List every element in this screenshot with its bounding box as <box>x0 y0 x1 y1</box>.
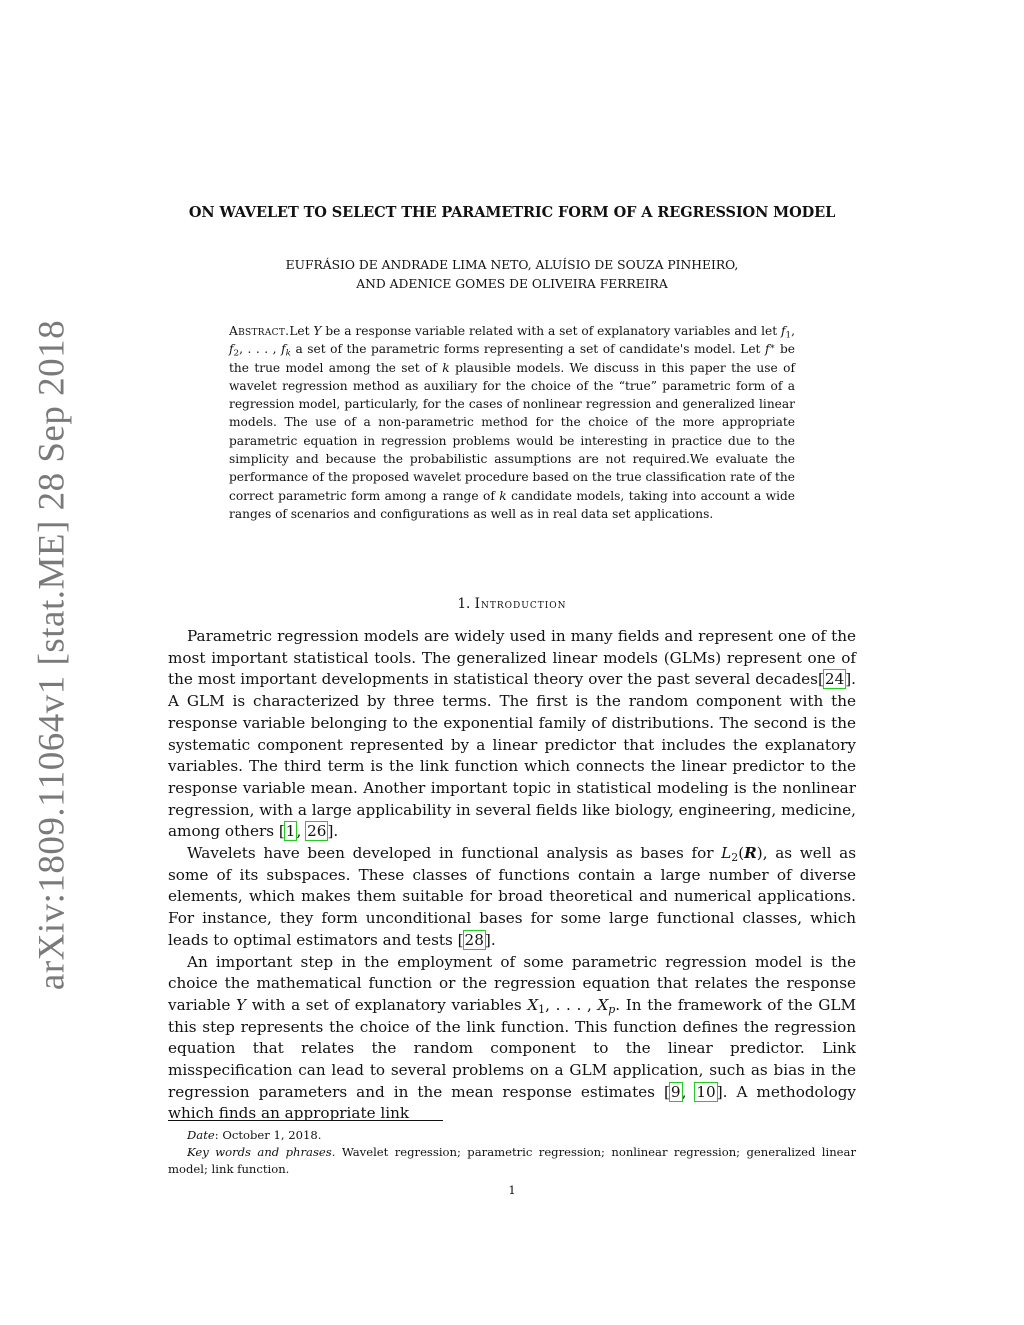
citation-link[interactable]: 24 <box>824 670 845 689</box>
math-symbol: L <box>721 844 732 863</box>
paragraph: An important step in the employment of some parametric regression model is the choice the mathematical function or the regression equation that relates the response variable Y with a set of explanatory variables $X_1$, . . . , $X_p$. In the framework of the GLM this step represents the choice of the link function. This function defines the regression equation that relates the random component to the linear predictor. Link misspecification can lead to several problems on a GLM application, such as bias in the regression parameters and in the mean response estimates [9, 10]. A methodology which finds an appropriate link <box>168 952 857 1123</box>
body-text <box>168 626 856 1125</box>
math-symbol: f <box>764 342 770 357</box>
page-number: 1 <box>508 1183 516 1197</box>
paper-title: ON WAVELET TO SELECT THE PARAMETRIC FORM OF A REGRESSION MODEL <box>188 204 836 221</box>
math-symbol: X <box>527 995 539 1014</box>
abstract-label: Abstract. <box>229 324 290 338</box>
paragraph: Parametric regression models are widely used in many fields and represent one of the most important statistical tools. The generalized linear models (GLMs) represent one of the most important developments in statistical theory over the past several decades[24]. A GLM is characterized by three terms. The first is the random component with the response variable belonging to the exponential family of distributions. The second is the systematic component represented by a linear predictor that includes the explanatory variables. The third term is the link function which connects the linear predictor to the response variable mean. Another important topic in statistical modeling is the nonlinear regression, with a large applicability in several fields like biology, engineering, medicine, among others [1, 26]. <box>168 627 856 841</box>
math-symbol: Y <box>313 324 322 338</box>
math-symbol: Y <box>236 995 247 1014</box>
math-symbol: k <box>442 360 450 375</box>
footnote-date: Date: October 1, 2018. <box>187 1128 322 1142</box>
footnote-divider <box>168 1120 443 1121</box>
section-title: Introduction <box>474 596 567 612</box>
arxiv-identifier: arXiv:1809.11064v1 [stat.ME] 28 Sep 2018 <box>31 319 73 991</box>
math-symbol: k <box>499 488 507 503</box>
math-symbol: f <box>781 324 786 338</box>
citation-link[interactable]: 1 <box>285 822 296 841</box>
footnote-keywords: Key words and phrases. Wavelet regression; parametric regression; nonlinear regression; generalized linear model; link function. <box>168 1145 856 1176</box>
authors-line-2: AND ADENICE GOMES DE OLIVEIRA FERREIRA <box>356 277 668 291</box>
citation-link[interactable]: 28 <box>464 930 484 949</box>
citation-link[interactable]: 10 <box>696 1082 716 1101</box>
abstract: Abstract.Let Y be a response variable related with a set of explanatory variables and let $f_1$, $f_2$, . . . , $f_k$ a set of the parametric forms representing a set of candidate's model. Let f∗ be the true model among the set of k plausible models. We discuss in this paper the use of wavelet regression method as auxiliary for the choice of the “true” parametric form of a regression model, particularly, for the cases of nonlinear regression and generalized linear models. The use of a non-parametric method for the choice of the more appropriate parametric equation in regression problems would be interesting in practice due to the simplicity and because the probabilistic assumptions are not required.We evaluate the performance of the proposed wavelet procedure based on the true classification rate of the correct parametric form among a range of k candidate models, taking into account a wide ranges of scenarios and configurations as well as in real data set applications. <box>229 324 796 521</box>
citation-link[interactable]: 26 <box>307 822 327 841</box>
authors-line-1: EUFRÁSIO DE ANDRADE LIMA NETO, ALUÍSIO DE SOUZA PINHEIRO, <box>285 258 739 272</box>
paragraph: Wavelets have been developed in functional analysis as bases for $L_2(R)$, as well as some of its subspaces. These classes of functions contain a large number of diverse elements, which makes them suitable for broad theoretical and numerical applications. For instance, they form unconditional bases for some large functional classes, which leads to optimal estimators and tests [28]. <box>168 844 856 949</box>
citation-link[interactable]: 9 <box>670 1082 681 1101</box>
section-heading <box>168 596 856 612</box>
author-list <box>168 256 856 294</box>
footnotes <box>168 1127 856 1178</box>
section-number: 1. <box>457 596 471 612</box>
